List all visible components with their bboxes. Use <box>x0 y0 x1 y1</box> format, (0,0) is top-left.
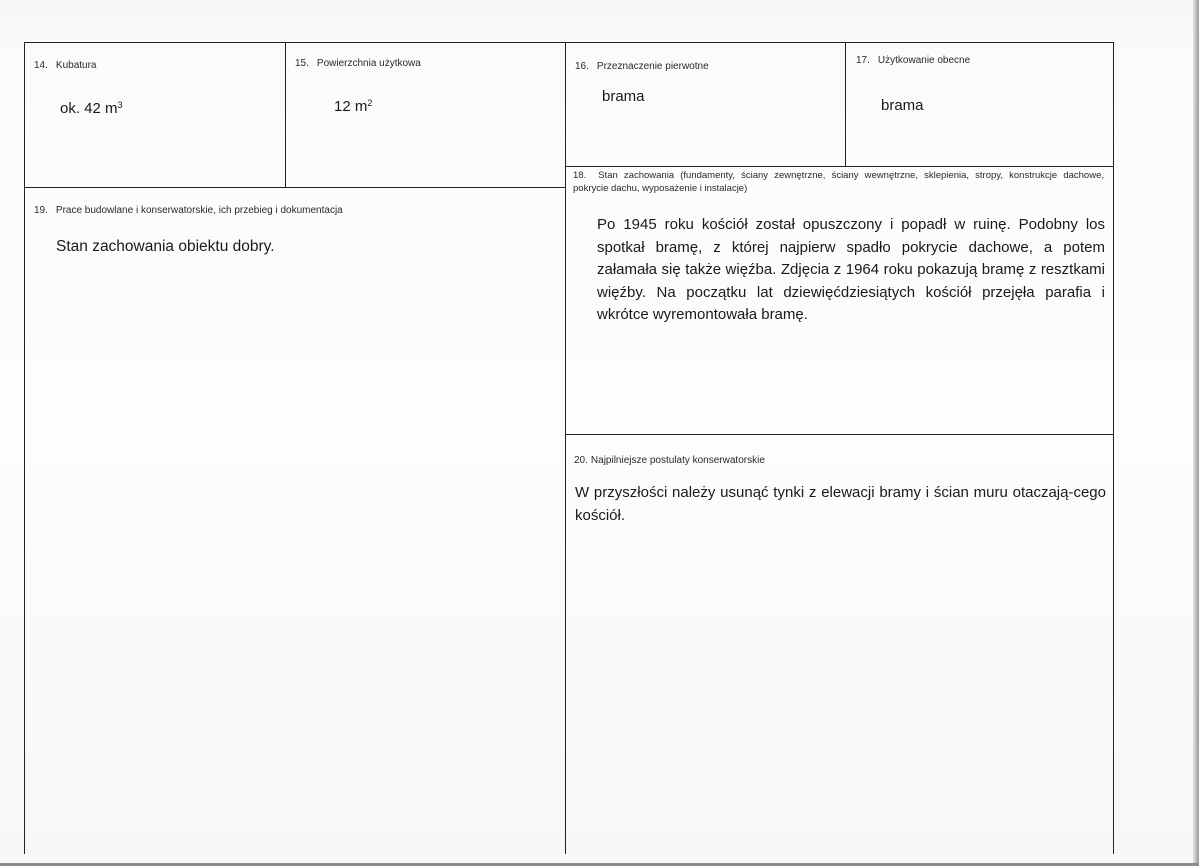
scan-edge-right <box>1193 0 1199 866</box>
field-17-label: 17. Użytkowanie obecne <box>856 55 971 66</box>
field-17-value: brama <box>881 97 924 114</box>
field-20-label: 20. Najpilniejsze postulaty konserwatorskie <box>574 455 765 466</box>
frame-top-line <box>24 42 1114 43</box>
frame-left-line <box>24 42 25 854</box>
frame-right-line <box>1113 42 1114 854</box>
divider-18-20 <box>565 434 1114 435</box>
divider-middle <box>565 42 566 854</box>
field-14-value: ok. 42 $m^3$ <box>60 100 123 117</box>
field-14-label: 14. Kubatura <box>34 60 97 71</box>
field-18-text: Po 1945 roku kościół został opuszczony i popadł w ruinę. Podobny los spotkał bramę, z której najpierw spadło pokrycie dachowe, a potem załamała się także więźba. Zdjęcia z 1964 roku pokazują bramę z resztkami więźby. Na początku lat dziewięćdziesiątych kościół przejęła parafia i wkrótce wyremontowała bramę. <box>597 216 1105 323</box>
divider-top-left-row <box>24 187 566 188</box>
field-15-label: 15. Powierzchnia użytkowa <box>295 58 421 69</box>
divider-14-15 <box>285 42 286 187</box>
field-20-text: W przyszłości należy usunąć tynki z elewacji bramy i ścian muru otaczają-cego kościół. <box>575 484 1106 524</box>
divider-top-right-row <box>565 166 1114 167</box>
field-18-label: 18. Stan zachowania (fundamenty, ściany zewnętrzne, ściany wewnętrzne, sklepienia, stropy, konstrukcje dachowe, pokrycie dachu, wyposażenie i instalacje) <box>573 170 1104 194</box>
field-16-value: brama <box>602 88 645 105</box>
field-19-label: 19. Prace budowlane i konserwatorskie, ich przebieg i dokumentacja <box>34 205 343 216</box>
field-19-text: Stan zachowania obiektu dobry. <box>56 238 275 255</box>
field-15-value: 12 $m^2$ <box>334 98 373 115</box>
divider-16-17 <box>845 42 846 166</box>
field-16-label: 16. Przeznaczenie pierwotne <box>575 61 709 72</box>
